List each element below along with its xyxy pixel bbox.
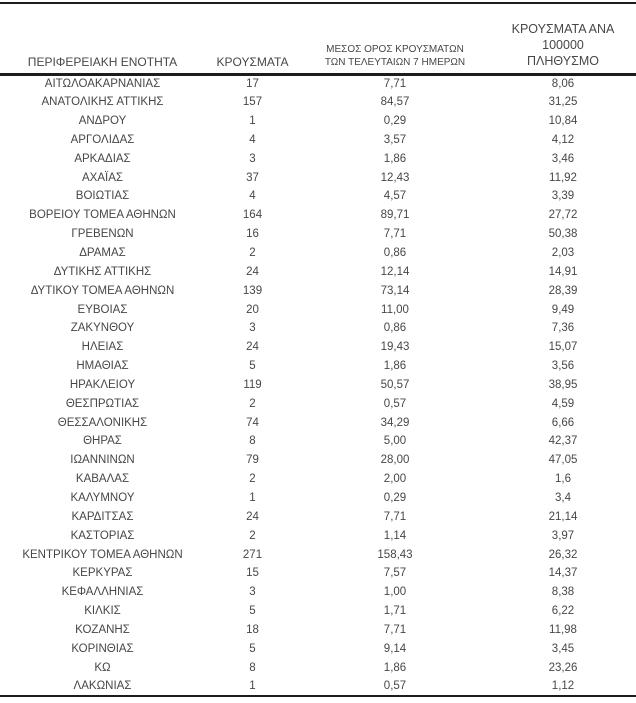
region-name: ΚΕΦΑΛΛΗΝΙΑΣ [61, 586, 144, 599]
avg7-value: 1,86 [383, 360, 407, 373]
avg7-value: 5,00 [383, 435, 407, 448]
per100k-value: 3,4 [555, 491, 571, 504]
per100k-value: 11,92 [549, 171, 577, 184]
table-row [0, 564, 636, 583]
avg7-value: 12,43 [380, 171, 410, 184]
avg7-value: 1,86 [383, 152, 407, 165]
avg7-value: 11,00 [381, 303, 409, 316]
table-row [0, 394, 636, 413]
table-row [0, 658, 636, 677]
cases-value: 3 [249, 322, 256, 335]
table-row [0, 507, 636, 526]
col-header-per100k-line2: ΠΛΗΘΥΣΜΟ [527, 53, 599, 68]
table-row [0, 225, 636, 244]
avg7-value: 4,57 [383, 190, 407, 203]
avg7-value: 7,71 [383, 78, 407, 91]
per100k-value: 8,38 [551, 586, 575, 599]
avg7-value: 7,71 [383, 510, 407, 523]
avg7-value: 0,57 [383, 679, 407, 692]
region-name: ΚΑΒΑΛΑΣ [75, 473, 130, 486]
table-row [0, 545, 636, 564]
region-name: ΔΥΤΙΚΗΣ ΑΤΤΙΚΗΣ [53, 265, 152, 278]
table-row [0, 300, 636, 319]
per100k-value: 42,37 [548, 435, 578, 448]
per100k-value: 31,25 [548, 96, 578, 109]
cases-value: 3 [249, 586, 256, 599]
col-header-cases: ΚΡΟΥΣΜΑΤΑ [205, 3, 300, 74]
table-row [0, 281, 636, 300]
table-row [0, 187, 636, 206]
per100k-value: 21,14 [548, 510, 578, 523]
region-name: ΚΑΛΥΜΝΟΥ [70, 491, 135, 504]
col-header-per100k-line1: ΚΡΟΥΣΜΑΤΑ ΑΝΑ 100000 [511, 21, 615, 52]
col-header-per100k [490, 3, 636, 74]
table-body [0, 74, 636, 696]
cases-value: 1 [249, 115, 256, 128]
avg7-value: 158,43 [377, 548, 413, 561]
cases-value: 1 [249, 491, 256, 504]
cases-value: 157 [242, 96, 263, 109]
table-row [0, 319, 636, 338]
per100k-value: 3,56 [551, 360, 575, 373]
table-row [0, 112, 636, 131]
per100k-value: 11,98 [549, 623, 577, 636]
table-row [0, 432, 636, 451]
cases-value: 18 [246, 623, 259, 636]
per100k-value: 8,06 [551, 78, 575, 91]
avg7-value: 34,29 [380, 416, 410, 429]
table-row [0, 338, 636, 357]
table-row [0, 376, 636, 395]
avg7-value: 89,71 [380, 209, 410, 222]
per100k-value: 26,32 [548, 548, 578, 561]
avg7-value: 1,71 [383, 605, 407, 618]
region-name: ΒΟΙΩΤΙΑΣ [75, 190, 130, 203]
avg7-value: 7,57 [383, 567, 407, 580]
cases-value: 74 [246, 416, 259, 429]
table-row [0, 677, 636, 696]
cases-table [0, 2, 636, 697]
avg7-value: 12,14 [380, 265, 410, 278]
per100k-value: 28,39 [548, 284, 578, 297]
cases-value: 17 [246, 78, 259, 91]
region-name: ΚΩ [94, 661, 111, 674]
cases-value: 15 [246, 567, 259, 580]
col-header-avg7 [300, 3, 490, 74]
cases-value: 139 [242, 284, 263, 297]
table-row [0, 149, 636, 168]
avg7-value: 1,14 [383, 529, 407, 542]
cases-value: 20 [246, 303, 259, 316]
table-row [0, 489, 636, 508]
region-name: ΛΑΚΩΝΙΑΣ [73, 679, 132, 692]
region-name: ΚΟΡΙΝΘΙΑΣ [71, 642, 134, 655]
table-row [0, 526, 636, 545]
avg7-value: 84,57 [380, 96, 410, 109]
cases-value: 24 [246, 341, 259, 354]
cases-value: 8 [249, 661, 256, 674]
col-header-avg7-line2: ΤΩΝ ΤΕΛΕΥΤΑΙΩΝ 7 ΗΜΕΡΩΝ [324, 56, 466, 68]
region-name: ΘΕΣΠΡΩΤΙΑΣ [65, 397, 140, 410]
cases-value: 24 [246, 265, 259, 278]
table-row [0, 470, 636, 489]
region-name: ΚΟΖΑΝΗΣ [75, 623, 130, 636]
region-name: ΗΛΕΙΑΣ [81, 341, 124, 354]
avg7-value: 50,57 [380, 378, 410, 391]
cases-value: 5 [249, 360, 256, 373]
avg7-value: 73,14 [380, 284, 410, 297]
per100k-value: 2,03 [551, 247, 575, 260]
table-row [0, 244, 636, 263]
table-row [0, 451, 636, 470]
cases-value: 24 [246, 510, 259, 523]
per100k-value: 14,91 [548, 265, 578, 278]
avg7-value: 0,86 [383, 247, 407, 260]
cases-value: 5 [249, 642, 256, 655]
region-name: ΘΗΡΑΣ [83, 435, 122, 448]
region-name: ΑΝΔΡΟΥ [78, 115, 127, 128]
table-row [0, 357, 636, 376]
avg7-value: 7,71 [383, 623, 407, 636]
header-row [0, 3, 636, 74]
region-name: ΒΟΡΕΙΟΥ ΤΟΜΕΑ ΑΘΗΝΩΝ [29, 209, 176, 222]
avg7-value: 1,00 [383, 586, 407, 599]
cases-value: 2 [249, 529, 256, 542]
avg7-value: 7,71 [383, 228, 407, 241]
region-name: ΘΕΣΣΑΛΟΝΙΚΗΣ [57, 416, 148, 429]
region-name: ΚΙΛΚΙΣ [84, 605, 121, 618]
region-name: ΔΥΤΙΚΟΥ ΤΟΜΕΑ ΑΘΗΝΩΝ [30, 284, 175, 297]
per100k-value: 10,84 [548, 115, 578, 128]
cases-value: 16 [246, 228, 259, 241]
region-name: ΑΝΑΤΟΛΙΚΗΣ ΑΤΤΙΚΗΣ [41, 96, 164, 109]
cases-value: 271 [242, 548, 263, 561]
table-row [0, 583, 636, 602]
per100k-value: 14,37 [548, 567, 578, 580]
avg7-value: 3,57 [383, 133, 407, 146]
cases-value: 4 [249, 133, 256, 146]
table-row [0, 413, 636, 432]
table-row [0, 639, 636, 658]
table-row [0, 168, 636, 187]
cases-value: 119 [243, 378, 262, 391]
region-name: ΔΡΑΜΑΣ [79, 247, 126, 260]
table-row [0, 74, 636, 93]
region-name: ΖΑΚΥΝΘΟΥ [70, 322, 135, 335]
table-row [0, 131, 636, 150]
col-header-region: ΠΕΡΙΦΕΡΕΙΑΚΗ ΕΝΟΤΗΤΑ [0, 3, 205, 74]
cases-value: 37 [246, 171, 259, 184]
region-name: ΗΜΑΘΙΑΣ [76, 360, 129, 373]
avg7-value: 9,14 [383, 642, 407, 655]
table-header [0, 3, 636, 74]
per100k-value: 1,12 [551, 679, 575, 692]
per100k-value: 47,05 [548, 454, 578, 467]
cases-value: 1 [249, 679, 256, 692]
avg7-value: 2,00 [383, 473, 407, 486]
table-row [0, 262, 636, 281]
per100k-value: 3,97 [551, 529, 575, 542]
region-name: ΙΩΑΝΝΙΝΩΝ [70, 454, 135, 467]
avg7-value: 0,57 [383, 397, 407, 410]
avg7-value: 0,29 [383, 115, 407, 128]
avg7-value: 0,29 [383, 491, 407, 504]
region-name: ΗΡΑΚΛΕΙΟΥ [69, 378, 136, 391]
cases-value: 2 [249, 247, 256, 260]
cases-value: 2 [249, 473, 256, 486]
per100k-value: 50,38 [548, 228, 578, 241]
region-name: ΑΧΑΪΑΣ [82, 171, 123, 184]
per100k-value: 4,12 [551, 133, 575, 146]
table-row [0, 602, 636, 621]
per100k-value: 6,22 [551, 605, 575, 618]
region-name: ΚΑΣΤΟΡΙΑΣ [70, 529, 135, 542]
table-row [0, 620, 636, 639]
cases-value: 164 [242, 209, 263, 222]
cases-value: 5 [249, 605, 256, 618]
region-name: ΑΙΤΩΛΟΑΚΑΡΝΑΝΙΑΣ [44, 78, 161, 91]
table-row [0, 93, 636, 112]
region-name: ΕΥΒΟΙΑΣ [77, 303, 128, 316]
cases-value: 4 [249, 190, 256, 203]
col-header-avg7-line1: ΜΕΣΟΣ ΟΡΟΣ ΚΡΟΥΣΜΑΤΩΝ [326, 43, 464, 55]
per100k-value: 1,6 [555, 473, 571, 486]
per100k-value: 3,45 [551, 642, 575, 655]
cases-value: 79 [246, 454, 259, 467]
per100k-value: 38,95 [548, 378, 578, 391]
per100k-value: 4,59 [551, 397, 575, 410]
table-row [0, 206, 636, 225]
cases-value: 3 [249, 152, 256, 165]
per100k-value: 23,26 [548, 661, 578, 674]
region-name: ΚΕΝΤΡΙΚΟΥ ΤΟΜΕΑ ΑΘΗΝΩΝ [22, 548, 183, 561]
per100k-value: 9,49 [551, 303, 575, 316]
per100k-value: 7,36 [551, 322, 575, 335]
per100k-value: 3,46 [551, 152, 575, 165]
avg7-value: 0,86 [383, 322, 407, 335]
region-name: ΑΡΓΟΛΙΔΑΣ [70, 133, 135, 146]
avg7-value: 1,86 [383, 661, 407, 674]
avg7-value: 28,00 [380, 454, 410, 467]
region-name: ΚΑΡΔΙΤΣΑΣ [71, 510, 134, 523]
per100k-value: 15,07 [548, 341, 578, 354]
region-name: ΚΕΡΚΥΡΑΣ [72, 567, 133, 580]
per100k-value: 3,39 [551, 190, 575, 203]
cases-value: 2 [249, 397, 256, 410]
per100k-value: 27,72 [548, 209, 578, 222]
per100k-value: 6,66 [551, 416, 575, 429]
region-name: ΑΡΚΑΔΙΑΣ [74, 152, 131, 165]
region-name: ΓΡΕΒΕΝΩΝ [71, 228, 134, 241]
avg7-value: 19,43 [380, 341, 410, 354]
cases-value: 8 [249, 435, 256, 448]
